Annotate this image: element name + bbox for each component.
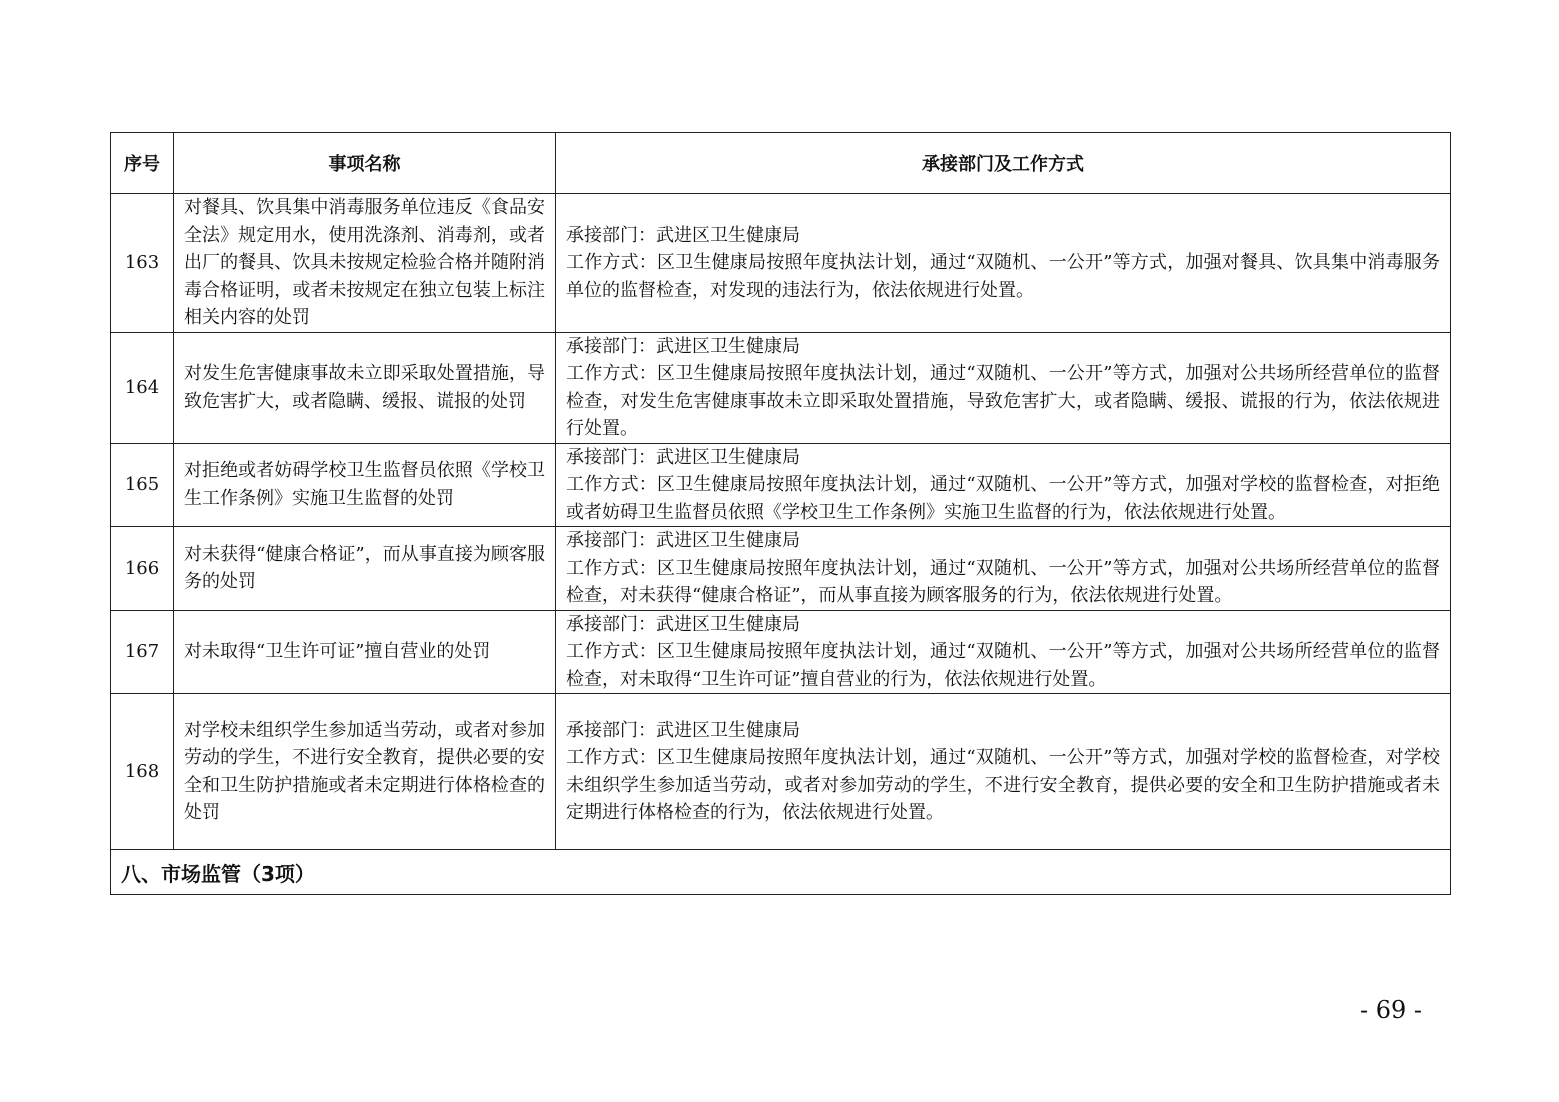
header-name: 事项名称 — [174, 133, 556, 194]
dept-line: 承接部门：武进区卫生健康局 — [566, 224, 800, 246]
method-text: 工作方式：区卫生健康局按照年度执法计划，通过“双随机、一公开”等方式，加强对公共场所经营单位的监督检查，对发生危害健康事故未立即采取处置措施，导致危害扩大，或者隐瞒、缓报、谎报的行为，依法依规进行处置。 — [566, 363, 1440, 439]
item-name: 对未获得“健康合格证”，而从事直接为顾客服务的处罚 — [184, 543, 545, 593]
dept-line: 承接部门：武进区卫生健康局 — [566, 530, 800, 551]
row-number: 166 — [111, 527, 174, 611]
item-name: 对餐具、饮具集中消毒服务单位违反《食品安全法》规定用水，使用洗涤剂、消毒剂，或者出厂的餐具、饮具未按规定检验合格并随附消毒合格证明，或者未按规定在独立包装上标注相关内容的处罚 — [184, 197, 545, 328]
method-text: 工作方式：区卫生健康局按照年度执法计划，通过“双随机、一公开”等方式，加强对餐具、饮具集中消毒服务单位的监督检查，对发现的违法行为，依法依规进行处置。 — [566, 252, 1440, 301]
method-text: 工作方式：区卫生健康局按照年度执法计划，通过“双随机、一公开”等方式，加强对公共场所经营单位的监督检查，对未取得“卫生许可证”擅自营业的行为，依法依规进行处置。 — [566, 641, 1440, 690]
table-row — [111, 332, 1451, 443]
dept-line: 承接部门：武进区卫生健康局 — [566, 446, 800, 468]
method-text: 工作方式：区卫生健康局按照年度执法计划，通过“双随机、一公开”等方式，加强对公共场所经营单位的监督检查，对未获得“健康合格证”，而从事直接为顾客服务的行为，依法依规进行处置。 — [566, 557, 1440, 606]
header-no: 序号 — [111, 133, 174, 194]
method-text: 工作方式：区卫生健康局按照年度执法计划，通过“双随机、一公开”等方式，加强对学校的监督检查，对学校未组织学生参加适当劳动，或者对参加劳动的学生，不进行安全教育，提供必要的安全和卫生防护措施或者未定期进行体格检查的行为，依法依规进行处置。 — [566, 747, 1440, 823]
row-number: 165 — [111, 443, 174, 527]
table-row — [111, 443, 1451, 527]
method-text: 工作方式：区卫生健康局按照年度执法计划，通过“双随机、一公开”等方式，加强对学校的监督检查，对拒绝或者妨碍卫生监督员依照《学校卫生工作条例》实施卫生监督的行为，依法依规进行处置。 — [566, 474, 1440, 523]
section-heading: 八、市场监管（3项） — [111, 850, 1451, 895]
item-name: 对发生危害健康事故未立即采取处置措施，导致危害扩大，或者隐瞒、缓报、谎报的处罚 — [184, 363, 545, 412]
table-row — [111, 694, 1451, 850]
table-row — [111, 194, 1451, 333]
row-number: 167 — [111, 610, 174, 694]
dept-line: 承接部门：武进区卫生健康局 — [566, 613, 800, 635]
item-name: 对未取得“卫生许可证”擅自营业的处罚 — [184, 641, 491, 662]
items-table — [110, 132, 1451, 895]
section-row — [111, 850, 1451, 895]
item-name: 对学校未组织学生参加适当劳动，或者对参加劳动的学生，不进行安全教育，提供必要的安全和卫生防护措施或者未定期进行体格检查的处罚 — [184, 719, 545, 823]
item-name: 对拒绝或者妨碍学校卫生监督员依照《学校卫生工作条例》实施卫生监督的处罚 — [184, 460, 545, 509]
table-row — [111, 527, 1451, 611]
table-header-row — [111, 133, 1451, 194]
dept-line: 承接部门：武进区卫生健康局 — [566, 719, 800, 741]
header-dept: 承接部门及工作方式 — [556, 133, 1451, 194]
dept-line: 承接部门：武进区卫生健康局 — [566, 335, 800, 357]
row-number: 168 — [111, 694, 174, 850]
table-row — [111, 610, 1451, 694]
row-number: 164 — [111, 332, 174, 443]
row-number: 163 — [111, 194, 174, 333]
page-number: - 69 - — [1360, 996, 1423, 1024]
